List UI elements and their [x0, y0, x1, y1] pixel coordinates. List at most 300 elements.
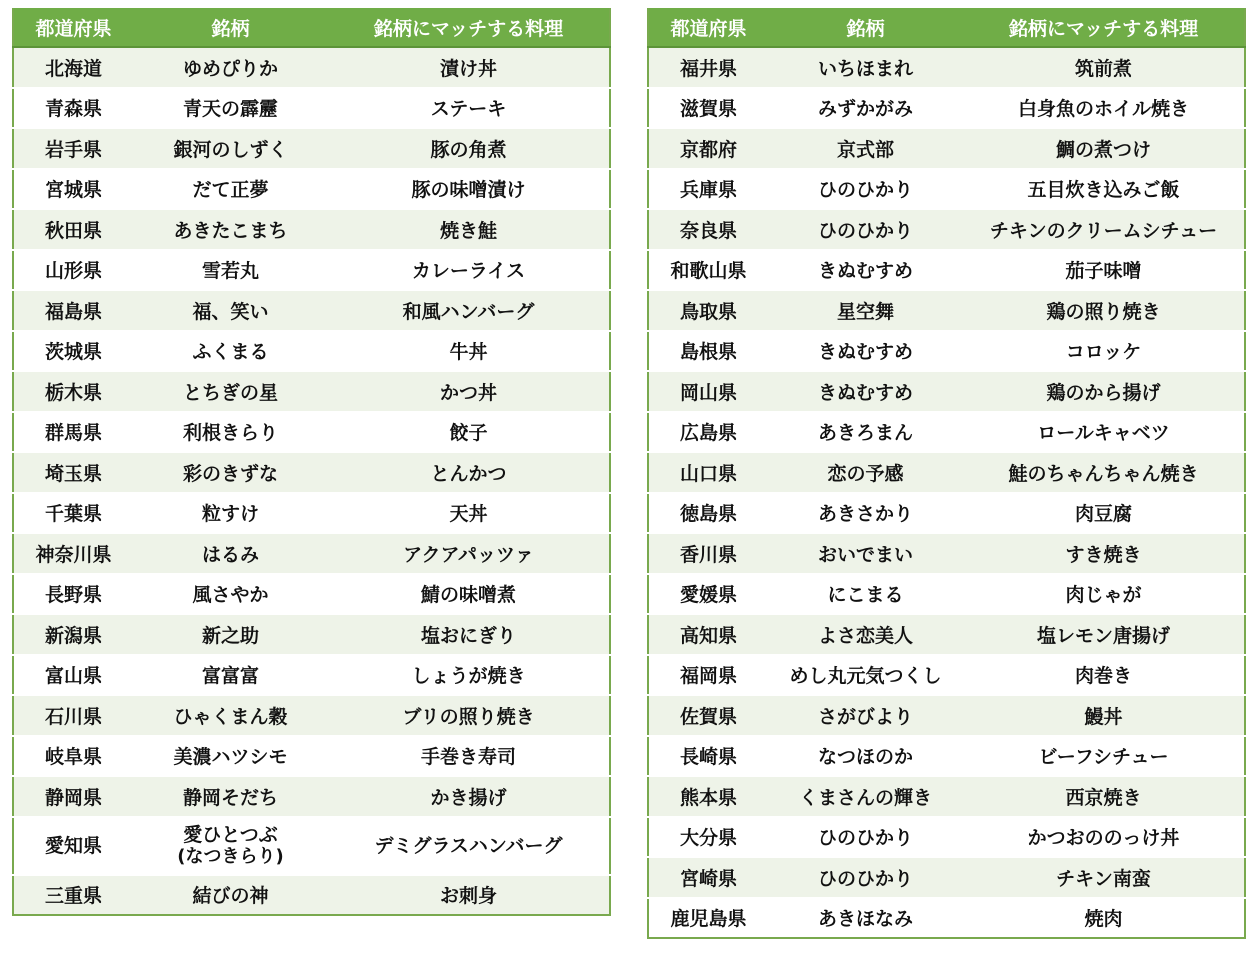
- prefecture-cell: [13, 817, 133, 875]
- prefecture-cell: [13, 209, 133, 250]
- table-row: [648, 655, 1245, 696]
- header-prefecture: 都道府県: [13, 8, 133, 47]
- table-row: [648, 776, 1245, 817]
- table-row: [648, 452, 1245, 493]
- header-dish: 銘柄にマッチする料理: [963, 8, 1245, 47]
- dish-cell: [328, 695, 610, 736]
- rice-dish-table-right: [647, 8, 1246, 939]
- dish-cell: [328, 493, 610, 534]
- prefecture-cell: [13, 452, 133, 493]
- table-row: [648, 695, 1245, 736]
- brand-cell-text: ひのひかり: [817, 219, 913, 242]
- brand-cell-text: ひのひかり: [817, 179, 913, 202]
- prefecture-cell: [13, 47, 133, 88]
- prefecture-cell: [648, 209, 768, 250]
- table-row: [648, 857, 1245, 898]
- brand-cell: [768, 898, 963, 939]
- dish-cell: [963, 371, 1245, 412]
- table-row: [13, 776, 610, 817]
- prefecture-cell: [648, 371, 768, 412]
- brand-cell-text: ゆめぴりか: [182, 57, 278, 80]
- brand-cell-text: 粒すけ: [201, 503, 259, 526]
- prefecture-cell-text: 山口県: [679, 462, 737, 485]
- dish-cell-text: 西京焼き: [1065, 786, 1142, 809]
- brand-cell: [768, 695, 963, 736]
- dish-cell-text: 白身魚のホイル焼き: [1017, 98, 1189, 121]
- prefecture-cell-text: 島根県: [679, 341, 737, 364]
- dish-cell-text: かつおののっけ丼: [1027, 827, 1180, 850]
- prefecture-cell-text: 栃木県: [44, 381, 102, 404]
- brand-cell-text: いちほまれ: [817, 57, 913, 80]
- table-row: [13, 533, 610, 574]
- dish-cell-text: 餃子: [449, 422, 488, 445]
- table-row: [13, 169, 610, 210]
- prefecture-cell: [648, 898, 768, 939]
- brand-cell-text: あきほなみ: [817, 908, 913, 931]
- brand-cell: [768, 47, 963, 88]
- prefecture-cell: [648, 250, 768, 291]
- prefecture-cell: [13, 776, 133, 817]
- dish-cell: [328, 331, 610, 372]
- table-row: [648, 614, 1245, 655]
- prefecture-cell-text: 佐賀県: [679, 705, 737, 728]
- prefecture-cell: [13, 493, 133, 534]
- brand-cell-text: ひゃくまん穀: [173, 705, 288, 728]
- prefecture-cell: [648, 290, 768, 331]
- brand-cell-text: あきさかり: [817, 503, 913, 526]
- dish-cell: [963, 209, 1245, 250]
- prefecture-cell-text: 奈良県: [679, 219, 737, 242]
- prefecture-cell: [13, 412, 133, 453]
- brand-cell: [768, 736, 963, 777]
- table-row: [13, 452, 610, 493]
- brand-cell-text: 美濃ハツシモ: [173, 746, 288, 769]
- dish-cell-text: 豚の角煮: [430, 138, 507, 161]
- dish-cell-text: 鶏のから揚げ: [1046, 381, 1161, 404]
- prefecture-cell-text: 愛知県: [44, 834, 102, 857]
- dish-cell: [328, 452, 610, 493]
- prefecture-cell-text: 香川県: [679, 543, 737, 566]
- brand-cell: [133, 88, 328, 129]
- dish-cell-text: アクアパッツァ: [403, 543, 534, 566]
- dish-cell-text: 五目炊き込みご飯: [1027, 179, 1180, 202]
- dish-cell: [963, 128, 1245, 169]
- brand-cell: [133, 655, 328, 696]
- brand-cell: [133, 776, 328, 817]
- dish-cell: [328, 614, 610, 655]
- prefecture-cell-text: 岐阜県: [44, 746, 102, 769]
- table-row: [13, 695, 610, 736]
- table-row: [13, 128, 610, 169]
- brand-cell-text: なつほのか: [817, 746, 913, 769]
- prefecture-cell: [648, 776, 768, 817]
- brand-cell: [768, 574, 963, 615]
- dish-cell: [328, 169, 610, 210]
- header-prefecture: 都道府県: [648, 8, 768, 47]
- prefecture-cell: [648, 695, 768, 736]
- prefecture-cell-text: 和歌山県: [670, 260, 747, 283]
- brand-cell: [133, 412, 328, 453]
- dish-cell: [963, 47, 1245, 88]
- brand-cell-text: はるみ: [201, 543, 259, 566]
- prefecture-cell: [13, 736, 133, 777]
- dish-cell: [328, 128, 610, 169]
- dish-cell-text: お刺身: [439, 885, 497, 908]
- dish-cell-text: すき焼き: [1065, 543, 1142, 566]
- brand-sub-text: (なつきらり): [177, 845, 284, 867]
- prefecture-cell: [648, 452, 768, 493]
- prefecture-cell-text: 愛媛県: [679, 584, 737, 607]
- prefecture-cell-text: 宮城県: [44, 179, 102, 202]
- dish-cell-text: ロールキャベツ: [1037, 422, 1170, 445]
- header-dish: 銘柄にマッチする料理: [328, 8, 610, 47]
- prefecture-cell: [13, 290, 133, 331]
- table-row: [13, 817, 610, 875]
- prefecture-cell: [13, 574, 133, 615]
- brand-cell: [768, 857, 963, 898]
- brand-cell-text: きぬむすめ: [817, 381, 913, 404]
- prefecture-cell: [648, 169, 768, 210]
- dish-cell-text: 手巻き寿司: [420, 746, 516, 769]
- brand-cell: [768, 209, 963, 250]
- brand-cell: [768, 493, 963, 534]
- brand-cell: [768, 655, 963, 696]
- brand-cell-text: 京式部: [836, 138, 894, 161]
- dish-cell-text: 筑前煮: [1074, 57, 1132, 80]
- table-row: [648, 493, 1245, 534]
- prefecture-cell-text: 京都府: [679, 138, 737, 161]
- dish-cell: [963, 776, 1245, 817]
- prefecture-cell: [13, 128, 133, 169]
- brand-cell-text: みずかがみ: [817, 98, 913, 121]
- dish-cell-text: 牛丼: [449, 341, 488, 364]
- dish-cell-text: 肉巻き: [1074, 665, 1132, 688]
- prefecture-cell-text: 鳥取県: [679, 300, 737, 323]
- prefecture-cell-text: 岡山県: [679, 381, 737, 404]
- table-row: [648, 290, 1245, 331]
- brand-cell-text: 福、笑い: [192, 300, 269, 323]
- dish-cell-text: 焼き鮭: [439, 219, 497, 242]
- prefecture-cell-text: 北海道: [44, 57, 102, 80]
- brand-cell-text: とちぎの星: [182, 381, 278, 404]
- brand-cell-text: 結びの神: [192, 885, 269, 908]
- prefecture-cell-text: 富山県: [44, 665, 102, 688]
- brand-cell-text: 利根きらり: [182, 422, 278, 445]
- table-row: [13, 88, 610, 129]
- dish-cell-text: 肉豆腐: [1074, 503, 1132, 526]
- dish-cell: [328, 412, 610, 453]
- prefecture-cell: [648, 655, 768, 696]
- prefecture-cell-text: 神奈川県: [35, 543, 112, 566]
- prefecture-cell: [648, 412, 768, 453]
- brand-cell-text: きぬむすめ: [817, 260, 913, 283]
- prefecture-cell-text: 三重県: [44, 885, 102, 908]
- brand-cell-text: だて正夢: [192, 179, 269, 202]
- dish-cell: [328, 875, 610, 916]
- brand-cell: [768, 412, 963, 453]
- table-row: [648, 209, 1245, 250]
- table-row: [13, 614, 610, 655]
- brand-cell-text: ひのひかり: [817, 827, 913, 850]
- table-row: [648, 169, 1245, 210]
- brand-cell-text: 新之助: [201, 624, 259, 647]
- prefecture-cell-text: 広島県: [679, 422, 737, 445]
- brand-cell-text: あきろまん: [817, 422, 913, 445]
- prefecture-cell: [648, 574, 768, 615]
- dish-cell: [963, 452, 1245, 493]
- prefecture-cell-text: 岩手県: [44, 138, 102, 161]
- dish-cell-text: 鯖の味噌煮: [420, 584, 516, 607]
- brand-cell-text: おいでまい: [817, 543, 913, 566]
- prefecture-cell: [13, 88, 133, 129]
- table-row: [648, 371, 1245, 412]
- brand-cell: [133, 817, 328, 875]
- prefecture-cell-text: 徳島県: [679, 503, 737, 526]
- brand-cell: [768, 169, 963, 210]
- brand-cell: [133, 695, 328, 736]
- table-row: [13, 290, 610, 331]
- prefecture-cell: [648, 47, 768, 88]
- brand-cell-text: 星空舞: [836, 300, 894, 323]
- table-row: [648, 88, 1245, 129]
- dish-cell: [328, 371, 610, 412]
- prefecture-cell-text: 高知県: [679, 624, 737, 647]
- table-row: [648, 574, 1245, 615]
- table-row: [13, 875, 610, 916]
- prefecture-cell: [648, 614, 768, 655]
- dish-cell: [328, 817, 610, 875]
- dish-cell: [328, 574, 610, 615]
- prefecture-cell-text: 福井県: [679, 57, 737, 80]
- dish-cell: [963, 574, 1245, 615]
- brand-cell-text: にこまる: [827, 584, 904, 607]
- brand-cell: [768, 128, 963, 169]
- brand-cell: [768, 331, 963, 372]
- prefecture-cell: [648, 857, 768, 898]
- dish-cell: [963, 857, 1245, 898]
- table-row: [648, 533, 1245, 574]
- dish-cell-text: とんかつ: [430, 462, 507, 485]
- brand-cell: [133, 875, 328, 916]
- table-header-row: [13, 8, 610, 47]
- dish-cell-text: 鰻丼: [1084, 705, 1123, 728]
- dish-cell: [328, 655, 610, 696]
- brand-cell-text: 雪若丸: [201, 260, 259, 283]
- dish-cell: [963, 736, 1245, 777]
- brand-cell: [133, 209, 328, 250]
- dish-cell-text: ビーフシチュー: [1038, 746, 1169, 769]
- dish-cell: [328, 736, 610, 777]
- brand-cell: [133, 128, 328, 169]
- brand-cell: [133, 169, 328, 210]
- dish-cell-text: コロッケ: [1065, 341, 1142, 364]
- rice-dish-table-left: [12, 8, 611, 916]
- prefecture-cell-text: 群馬県: [44, 422, 102, 445]
- dish-cell-text: 天丼: [449, 503, 488, 526]
- dish-cell-text: 漬け丼: [439, 57, 497, 80]
- brand-cell-text: よさ恋美人: [817, 624, 913, 647]
- prefecture-cell-text: 千葉県: [44, 503, 102, 526]
- dish-cell-text: しょうが焼き: [411, 665, 526, 688]
- table-row: [13, 209, 610, 250]
- table-row: [13, 493, 610, 534]
- dish-cell: [328, 290, 610, 331]
- dish-cell: [328, 88, 610, 129]
- brand-cell: [133, 533, 328, 574]
- table-row: [648, 817, 1245, 858]
- brand-cell: [768, 290, 963, 331]
- prefecture-cell-text: 静岡県: [44, 786, 102, 809]
- prefecture-cell-text: 埼玉県: [44, 462, 102, 485]
- prefecture-cell: [648, 88, 768, 129]
- brand-cell-text: 静岡そだち: [182, 786, 278, 809]
- dish-cell: [963, 331, 1245, 372]
- brand-cell-text: ひのひかり: [817, 867, 913, 890]
- dish-cell-text: カレーライス: [411, 260, 526, 283]
- prefecture-cell-text: 秋田県: [44, 219, 102, 242]
- prefecture-cell: [648, 817, 768, 858]
- dish-cell: [328, 776, 610, 817]
- prefecture-cell: [13, 533, 133, 574]
- prefecture-cell: [648, 533, 768, 574]
- brand-cell-text: 風さやか: [192, 584, 269, 607]
- prefecture-cell: [13, 169, 133, 210]
- brand-cell: [768, 776, 963, 817]
- dish-cell: [963, 655, 1245, 696]
- brand-cell: [768, 88, 963, 129]
- dish-cell: [963, 898, 1245, 939]
- brand-cell-text: 恋の予感: [827, 462, 904, 485]
- dish-cell-text: 鯛の煮つけ: [1055, 138, 1151, 161]
- prefecture-cell-text: 長崎県: [679, 746, 737, 769]
- prefecture-cell: [13, 331, 133, 372]
- brand-cell: [133, 331, 328, 372]
- prefecture-cell-text: 福岡県: [679, 665, 737, 688]
- dish-cell-text: 鮭のちゃんちゃん焼き: [1008, 462, 1199, 485]
- prefecture-cell-text: 滋賀県: [679, 98, 737, 121]
- dish-cell-text: 塩おにぎり: [420, 624, 516, 647]
- brand-cell-text: 富富富: [201, 665, 259, 688]
- brand-cell: [133, 290, 328, 331]
- header-brand: 銘柄: [133, 8, 328, 47]
- dish-cell: [963, 88, 1245, 129]
- dish-cell-text: 和風ハンバーグ: [402, 300, 535, 323]
- table-row: [648, 736, 1245, 777]
- dish-cell: [963, 533, 1245, 574]
- dish-cell-text: 茄子味噌: [1065, 260, 1142, 283]
- table-header-row: [648, 8, 1245, 47]
- dish-cell: [963, 614, 1245, 655]
- dish-cell: [328, 209, 610, 250]
- brand-cell: [133, 452, 328, 493]
- dish-cell-text: チキンのクリームシチュー: [989, 219, 1218, 242]
- dish-cell-text: 塩レモン唐揚げ: [1036, 624, 1170, 647]
- table-row: [13, 250, 610, 291]
- table-row: [648, 412, 1245, 453]
- dish-cell: [963, 817, 1245, 858]
- table-row: [13, 371, 610, 412]
- prefecture-cell-text: 長野県: [44, 584, 102, 607]
- dish-cell: [963, 250, 1245, 291]
- prefecture-cell: [648, 493, 768, 534]
- dish-cell: [963, 695, 1245, 736]
- prefecture-cell: [13, 655, 133, 696]
- table-row: [13, 47, 610, 88]
- brand-cell-text: ふくまる: [192, 341, 269, 364]
- table-row: [13, 736, 610, 777]
- brand-cell-text: 愛ひとつぶ: [183, 823, 278, 846]
- prefecture-cell: [13, 371, 133, 412]
- table-row: [648, 47, 1245, 88]
- dish-cell-text: ブリの照り焼き: [402, 705, 535, 728]
- table-row: [13, 331, 610, 372]
- brand-cell-text: さがびより: [817, 705, 913, 728]
- brand-cell-text: 彩のきずな: [182, 462, 278, 485]
- prefecture-cell-text: 山形県: [44, 260, 102, 283]
- prefecture-cell: [648, 331, 768, 372]
- dish-cell: [328, 47, 610, 88]
- dish-cell: [963, 412, 1245, 453]
- prefecture-cell-text: 鹿児島県: [670, 908, 747, 931]
- dish-cell: [328, 533, 610, 574]
- brand-cell: [768, 817, 963, 858]
- table-row: [648, 250, 1245, 291]
- prefecture-cell-text: 福島県: [44, 300, 102, 323]
- brand-cell: [768, 250, 963, 291]
- table-row: [648, 128, 1245, 169]
- brand-cell: [768, 371, 963, 412]
- dish-cell-text: 鶏の照り焼き: [1046, 300, 1161, 323]
- brand-cell: [133, 47, 328, 88]
- dish-cell-text: ステーキ: [430, 98, 507, 121]
- dish-cell-text: 肉じゃが: [1065, 584, 1142, 607]
- dish-cell: [328, 250, 610, 291]
- brand-cell: [768, 533, 963, 574]
- brand-cell: [133, 736, 328, 777]
- brand-cell-text: 青天の霹靂: [182, 98, 278, 121]
- brand-cell: [133, 250, 328, 291]
- dish-cell-text: デミグラスハンバーグ: [374, 834, 563, 857]
- brand-cell-text: めし丸元気つくし: [789, 665, 942, 688]
- dish-cell-text: かき揚げ: [430, 786, 507, 809]
- brand-cell: [133, 371, 328, 412]
- prefecture-cell-text: 新潟県: [44, 624, 102, 647]
- header-brand: 銘柄: [768, 8, 963, 47]
- dish-cell-text: 豚の味噌漬け: [411, 179, 526, 202]
- dish-cell: [963, 290, 1245, 331]
- prefecture-cell-text: 茨城県: [44, 341, 102, 364]
- brand-cell-text: くまさんの輝き: [798, 786, 932, 809]
- brand-cell-text: 銀河のしずく: [173, 138, 288, 161]
- prefecture-cell-text: 兵庫県: [679, 179, 737, 202]
- prefecture-cell-text: 大分県: [679, 827, 737, 850]
- prefecture-cell: [13, 695, 133, 736]
- prefecture-cell: [13, 250, 133, 291]
- brand-cell-text: あきたこまち: [173, 219, 288, 242]
- prefecture-cell: [13, 875, 133, 916]
- prefecture-cell-text: 宮崎県: [679, 867, 737, 890]
- brand-cell: [133, 493, 328, 534]
- brand-cell: [768, 614, 963, 655]
- prefecture-cell: [648, 736, 768, 777]
- prefecture-cell-text: 石川県: [44, 705, 102, 728]
- brand-cell-text: きぬむすめ: [817, 341, 913, 364]
- table-row: [648, 898, 1245, 939]
- table-row: [13, 574, 610, 615]
- prefecture-cell: [13, 614, 133, 655]
- dish-cell: [963, 169, 1245, 210]
- brand-cell: [133, 614, 328, 655]
